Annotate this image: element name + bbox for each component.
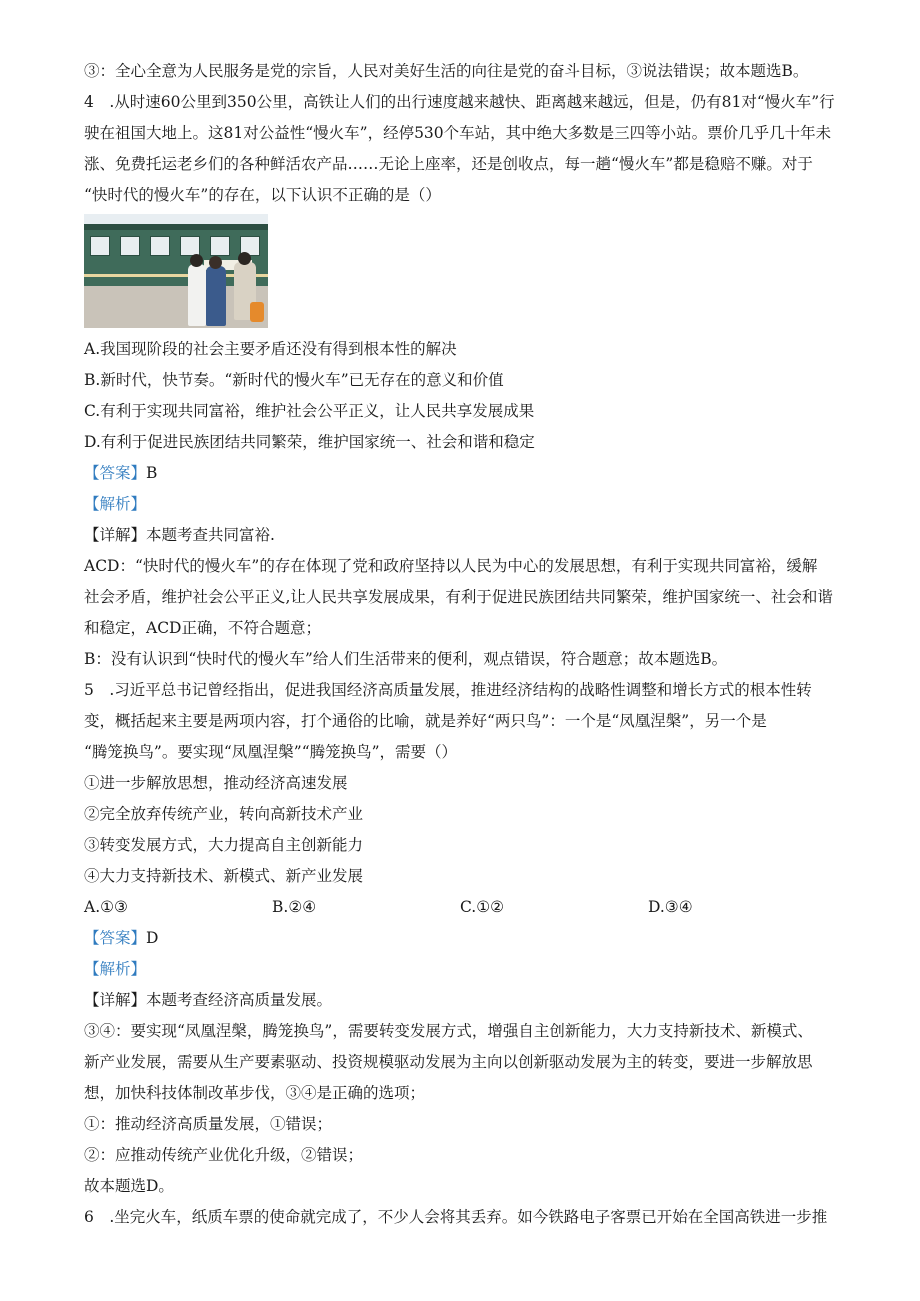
- question-6-stem: 6 .坐完火车，纸质车票的使命就完成了，不少人会将其丢弃。如今铁路电子客票已开始在全国高铁进一步推: [84, 1208, 828, 1226]
- text-line: ②：应推动传统产业优化升级，②错误；: [84, 1146, 364, 1164]
- text-line: 变，概括起来主要是两项内容，打个通俗的比喻，就是养好“两只鸟”：一个是“凤凰涅槃”，另一个是: [84, 712, 767, 730]
- analysis-tag: 【解析】: [84, 960, 147, 978]
- answer-line: [84, 923, 836, 954]
- statement-1: ①进一步解放思想，推动经济高速发展: [84, 774, 348, 792]
- option-a: A.我国现阶段的社会主要矛盾还没有得到根本性的解决: [84, 340, 457, 358]
- question-4-stem: 4 .从时速60公里到350公里，高铁让人们的出行速度越来越快、距离越来越远，但是，仍有81对“慢火车”行: [84, 93, 835, 111]
- choice-b: B.②④: [272, 898, 317, 916]
- statement-2: ②完全放弃传统产业，转向高新技术产业: [84, 805, 364, 823]
- option-d: D.有利于促进民族团结共同繁荣，维护国家统一、社会和谐和稳定: [84, 433, 535, 451]
- answer-value: D: [146, 929, 159, 947]
- text-line: 想，加快科技体制改革步伐，③④是正确的选项；: [84, 1084, 426, 1102]
- slow-train-photo: [84, 214, 268, 328]
- option-b: B.新时代，快节奏。“新时代的慢火车”已无存在的意义和价值: [84, 371, 504, 389]
- choice-row: [84, 892, 836, 923]
- text-line: 社会矛盾，维护社会公平正义,让人民共享发展成果，有利于促进民族团结共同繁荣，维护国家统一、社会和谐: [84, 588, 833, 606]
- detail-line: 【详解】本题考查共同富裕.: [84, 526, 275, 544]
- text-line: “快时代的慢火车”的存在，以下认识不正确的是（）: [84, 186, 441, 204]
- text-line: ③④：要实现“凤凰涅槃，腾笼换鸟”，需要转变发展方式，增强自主创新能力，大力支持新技术、新模式、: [84, 1022, 813, 1040]
- statement-3: ③转变发展方式，大力提高自主创新能力: [84, 836, 364, 854]
- question-5-stem: 5 .习近平总书记曾经指出，促进我国经济高质量发展，推进经济结构的战略性调整和增长方式的根本性转: [84, 681, 812, 699]
- analysis-tag: 【解析】: [84, 495, 147, 513]
- choice-a: A.①③: [84, 898, 128, 916]
- option-c: C.有利于实现共同富裕，维护社会公平正义，让人民共享发展成果: [84, 402, 535, 420]
- text-line: “腾笼换鸟”。要实现“凤凰涅槃”“腾笼换鸟”，需要（）: [84, 743, 458, 761]
- answer-tag: 【答案】: [84, 929, 147, 947]
- answer-line: [84, 458, 836, 489]
- text-line: ACD：“快时代的慢火车”的存在体现了党和政府坚持以人民为中心的发展思想，有利于实现共同富裕，缓解: [84, 557, 818, 575]
- document-page: [84, 56, 836, 1233]
- answer-value: B: [146, 464, 158, 482]
- text-line: ①：推动经济高质量发展，①错误；: [84, 1115, 333, 1133]
- text-line: 新产业发展，需要从生产要素驱动、投资规模驱动发展为主向以创新驱动发展为主的转变，要进一步解放思: [84, 1053, 813, 1071]
- choice-d: D.③④: [648, 898, 693, 916]
- choice-c: C.①②: [460, 898, 505, 916]
- text-line: 涨、免费托运老乡们的各种鲜活农产品……无论上座率，还是创收点，每一趟“慢火车”都是稳赔不赚。对于: [84, 155, 813, 173]
- text-line: ③：全心全意为人民服务是党的宗旨，人民对美好生活的向往是党的奋斗目标，③说法错误；故本题选B。: [84, 62, 809, 80]
- text-line: 故本题选D。: [84, 1177, 174, 1195]
- text-line: 和稳定，ACD正确，不符合题意；: [84, 619, 321, 637]
- text-line: B：没有认识到“快时代的慢火车”给人们生活带来的便利，观点错误，符合题意；故本题选B。: [84, 650, 728, 668]
- detail-line: 【详解】本题考查经济高质量发展。: [84, 991, 333, 1009]
- answer-tag: 【答案】: [84, 464, 147, 482]
- statement-4: ④大力支持新技术、新模式、新产业发展: [84, 867, 364, 885]
- text-line: 驶在祖国大地上。这81对公益性“慢火车”，经停530个车站，其中绝大多数是三四等小站。票价几乎几十年未: [84, 124, 832, 142]
